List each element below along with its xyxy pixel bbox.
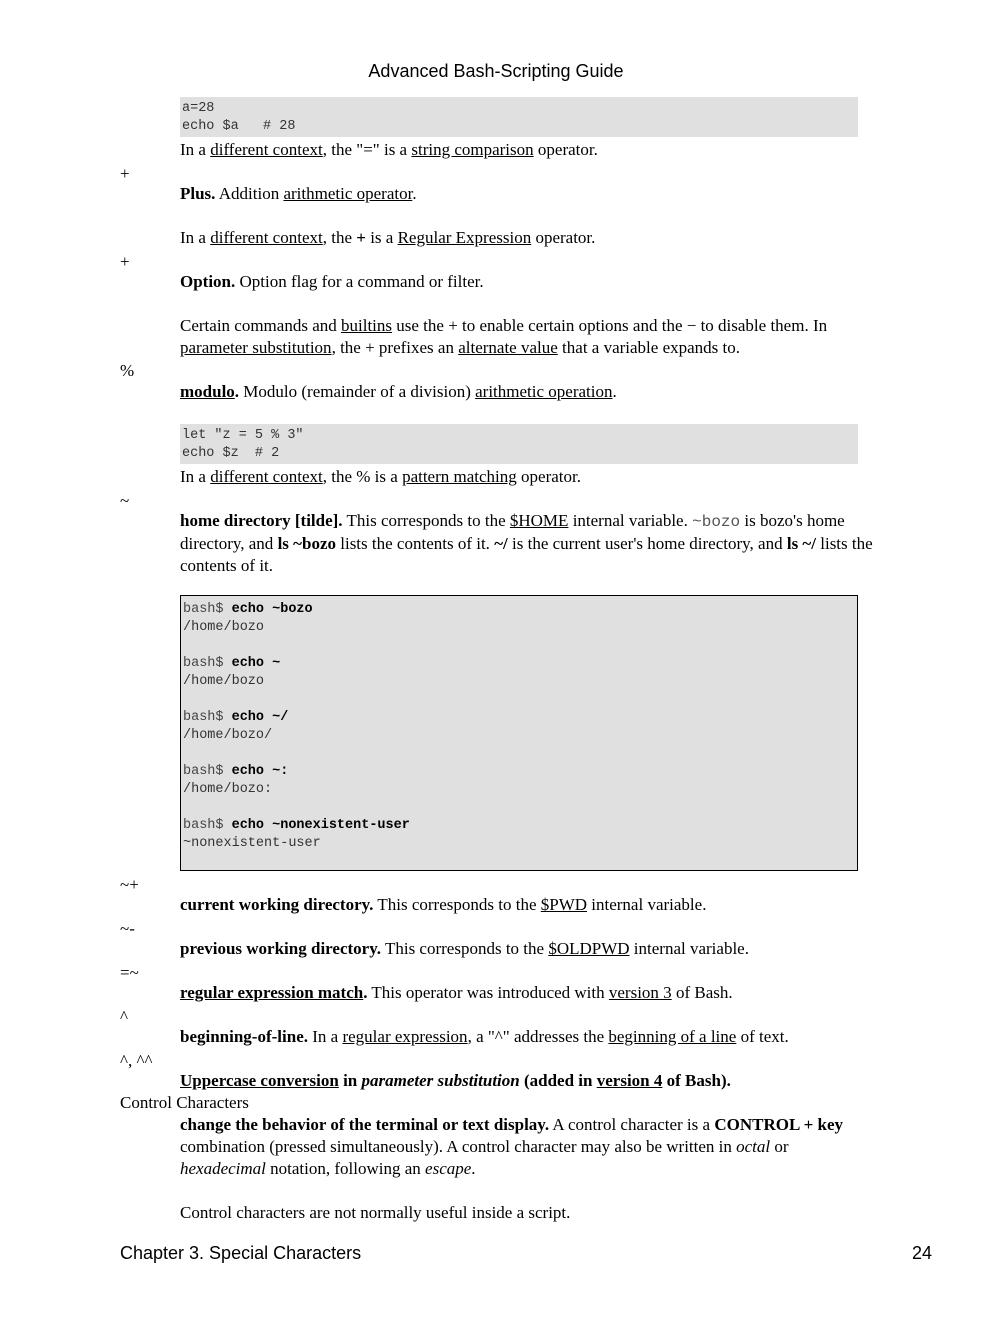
term-percent: %: [120, 361, 135, 380]
term-tilde-plus: ~+: [120, 875, 139, 894]
text: of Bash).: [662, 1071, 731, 1090]
paragraph-option-detail: [180, 315, 940, 359]
term-caret-double: ^, ^^: [120, 1051, 153, 1070]
bold-term: Plus.: [180, 184, 216, 203]
bold-text: ls ~/: [786, 534, 816, 553]
term-caret: ^: [120, 1007, 128, 1026]
shell-command: echo ~: [231, 656, 281, 671]
italic-text: parameter substitution: [361, 1071, 520, 1090]
definition-tilde-plus: [180, 894, 940, 916]
link-uppercase-conversion[interactable]: Uppercase conversion: [180, 1071, 339, 1090]
code-block-modulo: [180, 424, 858, 464]
text: .: [471, 1159, 476, 1178]
term-regex-match: =~: [120, 963, 139, 982]
link-version-3[interactable]: version 3: [608, 983, 672, 1002]
text: In a: [180, 228, 211, 247]
footer-page-number: 24: [911, 1243, 932, 1263]
inline-code: ~bozo: [692, 513, 741, 531]
definition-regex-match: [180, 982, 940, 1004]
text: , the "=" is a: [322, 140, 412, 159]
code-line: [183, 817, 855, 835]
text-line: contents of it.: [180, 556, 274, 575]
definition-control-characters: [180, 1114, 940, 1180]
text: is the current user's home directory, and: [507, 534, 787, 553]
paragraph-percent-context: [180, 466, 940, 488]
text: use the + to enable certain options and the − to disable them. In: [392, 316, 828, 335]
link-different-context[interactable]: different context: [210, 228, 323, 247]
italic-text: hexadecimal: [180, 1159, 266, 1178]
link-builtins[interactable]: builtins: [341, 316, 393, 335]
text: In a: [180, 467, 211, 486]
link-arithmetic-operator[interactable]: arithmetic operator: [283, 184, 413, 203]
blank-line: [183, 637, 855, 655]
text: operator.: [516, 467, 581, 486]
definition-caret: [180, 1026, 940, 1048]
text: combination (pressed simultaneously). A control character may also be written in: [180, 1137, 737, 1156]
link-pwd[interactable]: $PWD: [540, 895, 588, 914]
text: , a "^" addresses the: [467, 1027, 609, 1046]
text: lists the: [816, 534, 873, 553]
term-plus: +: [120, 164, 130, 183]
definition-modulo: [180, 381, 940, 403]
text: in: [338, 1071, 362, 1090]
link-parameter-substitution[interactable]: parameter substitution: [180, 338, 332, 357]
text: , the + prefixes an: [331, 338, 459, 357]
italic-text: escape: [425, 1159, 472, 1178]
code-block-assignment: [180, 97, 858, 137]
term-plus-option: +: [120, 252, 130, 271]
text: Option flag for a command or filter.: [235, 272, 484, 291]
paragraph-control-note: Control characters are not normally useful inside a script.: [180, 1203, 571, 1222]
bold-term: change the behavior of the terminal or text display.: [180, 1115, 550, 1134]
link-version-4[interactable]: version 4: [596, 1071, 663, 1090]
paragraph-eq-context: [180, 139, 940, 161]
text: lists the contents of it.: [336, 534, 495, 553]
code-block-tilde: [180, 595, 858, 871]
text: operator.: [531, 228, 596, 247]
shell-command: echo ~:: [231, 764, 289, 779]
text: This corresponds to the: [381, 939, 549, 958]
text: In a: [308, 1027, 343, 1046]
text: A control character is a: [549, 1115, 715, 1134]
definition-tilde: [180, 510, 940, 577]
shell-prompt: bash$: [183, 818, 232, 833]
code-line: let "z = 5 % 3": [182, 428, 304, 443]
term-tilde: ~: [120, 491, 130, 510]
text: is a: [365, 228, 398, 247]
text: internal variable.: [587, 895, 707, 914]
page-header: Advanced Bash-Scripting Guide: [368, 61, 624, 81]
link-regular-expression[interactable]: Regular Expression: [397, 228, 532, 247]
text: of text.: [736, 1027, 789, 1046]
term-control-characters: Control Characters: [120, 1093, 249, 1112]
code-output: /home/bozo: [183, 620, 265, 635]
text-line: [180, 510, 940, 533]
link-string-comparison[interactable]: string comparison: [411, 140, 534, 159]
bold-term: current working directory.: [180, 895, 374, 914]
code-line: [183, 655, 855, 673]
text: .: [412, 184, 417, 203]
code-line: [183, 763, 855, 781]
code-line: [183, 601, 855, 619]
text: Certain commands and: [180, 316, 341, 335]
link-different-context[interactable]: different context: [210, 140, 323, 159]
link-home[interactable]: $HOME: [509, 511, 569, 530]
link-modulo[interactable]: modulo: [180, 382, 235, 401]
code-output: /home/bozo:: [183, 782, 273, 797]
bold-term: home directory [tilde].: [180, 511, 343, 530]
link-alternate-value[interactable]: alternate value: [458, 338, 558, 357]
code-output: ~nonexistent-user: [183, 836, 321, 851]
shell-command: echo ~nonexistent-user: [231, 818, 410, 833]
definition-plus: [180, 183, 940, 205]
text-line: [180, 533, 940, 555]
code-line: a=28: [182, 101, 215, 116]
term-tilde-minus: ~-: [120, 919, 135, 938]
text: of Bash.: [671, 983, 733, 1002]
link-oldpwd[interactable]: $OLDPWD: [548, 939, 630, 958]
text: , the % is a: [322, 467, 403, 486]
text: Addition: [215, 184, 284, 203]
code-output: /home/bozo/: [183, 728, 273, 743]
bold-text: CONTROL + key: [714, 1115, 844, 1134]
text: operator.: [533, 140, 598, 159]
text: notation, following an: [265, 1159, 426, 1178]
text: (added in: [519, 1071, 597, 1090]
text: , the: [322, 228, 357, 247]
bold-text: +: [356, 228, 366, 247]
blank-line: [183, 799, 855, 817]
italic-text: octal: [736, 1137, 771, 1156]
text: Modulo (remainder of a division): [239, 382, 476, 401]
text: This operator was introduced with: [367, 983, 609, 1002]
text: This corresponds to the: [373, 895, 541, 914]
shell-prompt: bash$: [183, 764, 232, 779]
text: directory, and: [180, 534, 278, 553]
code-line: [183, 709, 855, 727]
code-line: echo $z # 2: [182, 446, 280, 461]
text-line: [180, 315, 940, 337]
text-line: [180, 337, 940, 359]
shell-prompt: bash$: [183, 710, 232, 725]
bold-text: ~/: [494, 534, 508, 553]
shell-prompt: bash$: [183, 602, 232, 617]
link-regular-expression-match[interactable]: regular expression match: [180, 983, 364, 1002]
text: internal variable.: [629, 939, 749, 958]
text: that a variable expands to.: [557, 338, 741, 357]
link-regular-expression[interactable]: regular expression: [342, 1027, 468, 1046]
text: internal variable.: [568, 511, 693, 530]
blank-line: [183, 745, 855, 763]
bold-text: ls ~bozo: [277, 534, 336, 553]
text-line: [180, 1136, 940, 1158]
shell-prompt: bash$: [183, 656, 232, 671]
link-arithmetic-operation[interactable]: arithmetic operation: [475, 382, 613, 401]
code-output: /home/bozo: [183, 674, 265, 689]
bold-term: beginning-of-line.: [180, 1027, 308, 1046]
link-beginning-of-line[interactable]: beginning of a line: [608, 1027, 737, 1046]
text: .: [612, 382, 617, 401]
text: .: [234, 382, 240, 401]
blank-line: [183, 691, 855, 709]
definition-option: [180, 271, 940, 293]
shell-command: echo ~bozo: [231, 602, 313, 617]
text: This corresponds to the: [342, 511, 510, 530]
paragraph-plus-context: [180, 227, 940, 249]
footer-chapter: Chapter 3. Special Characters: [120, 1243, 362, 1263]
link-different-context[interactable]: different context: [210, 467, 323, 486]
shell-command: echo ~/: [231, 710, 289, 725]
bold-term: Option.: [180, 272, 236, 291]
text: .: [363, 983, 368, 1002]
text: is bozo's home: [740, 511, 845, 530]
text: In a: [180, 140, 211, 159]
definition-uppercase: [180, 1070, 940, 1092]
link-pattern-matching[interactable]: pattern matching: [402, 467, 517, 486]
text-line: [180, 1158, 940, 1180]
bold-term: previous working directory.: [180, 939, 382, 958]
code-line: echo $a # 28: [182, 119, 296, 134]
text: or: [770, 1137, 789, 1156]
text-line: [180, 1114, 940, 1136]
definition-tilde-minus: [180, 938, 940, 960]
